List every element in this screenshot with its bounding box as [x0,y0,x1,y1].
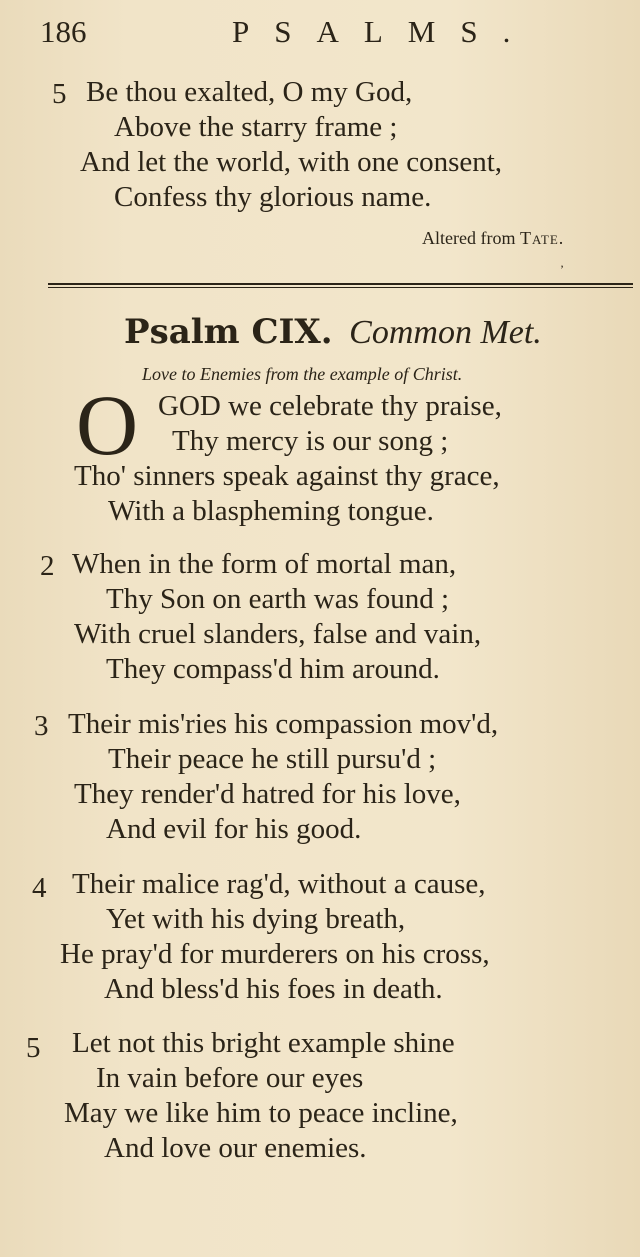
psalm-subtitle: Love to Enemies from the example of Christ. [142,364,463,384]
verse-line: May we like him to peace incline, [64,1097,458,1129]
running-title: PSALMS. [232,14,536,49]
verse-line: When in the form of mortal man, [72,548,457,580]
attribution-prefix: Altered from [422,228,516,248]
verse-line: Let not this bright example shine [72,1027,455,1059]
verse-line: Above the starry frame ; [114,111,398,143]
verse-line: Tho' sinners speak against thy grace, [74,460,500,492]
page-number: 186 [40,14,87,49]
verse-line: Confess thy glorious name. [114,181,432,213]
psalm-title: Psalm CIX. [124,312,333,352]
verse-line: He pray'd for murderers on his cross, [60,938,490,970]
verse-number: 3 [34,710,49,742]
verse-line: And love our enemies. [104,1132,367,1164]
verse-number: 2 [40,550,55,582]
section-divider [48,283,633,288]
verse-line: GOD we celebrate thy praise, [158,390,502,422]
drop-cap: O [76,377,139,473]
psalm-meter: Common Met. [349,314,542,351]
verse-line: And evil for his good. [106,813,362,845]
verse-line: Their mis'ries his compassion mov'd, [68,708,499,740]
verse-line: Their peace he still pursu'd ; [108,743,437,775]
verse-line: Thy mercy is our song ; [172,425,449,457]
verse-number: 4 [32,872,47,904]
verse-line: In vain before our eyes [96,1062,364,1094]
verse-line: They render'd hatred for his love, [74,778,461,810]
attribution-name: Tate. [519,228,565,248]
verse-line: With cruel slanders, false and vain, [74,618,482,650]
verse-line: Thy Son on earth was found ; [106,583,450,615]
attribution [422,228,564,249]
verse-line: And let the world, with one consent, [80,146,503,178]
verse-line: They compass'd him around. [106,653,440,685]
verse-line: Be thou exalted, O my God, [86,76,413,108]
verse-line: Their malice rag'd, without a cause, [72,868,486,900]
verse-line: And bless'd his foes in death. [104,973,443,1005]
verse-number: 5 [52,78,67,110]
verse-number: 5 [26,1032,41,1064]
verse-line: Yet with his dying breath, [106,903,406,935]
verse-line: With a blaspheming tongue. [108,495,434,527]
print-speck: ’ [560,262,564,276]
psalm-heading [124,312,542,352]
